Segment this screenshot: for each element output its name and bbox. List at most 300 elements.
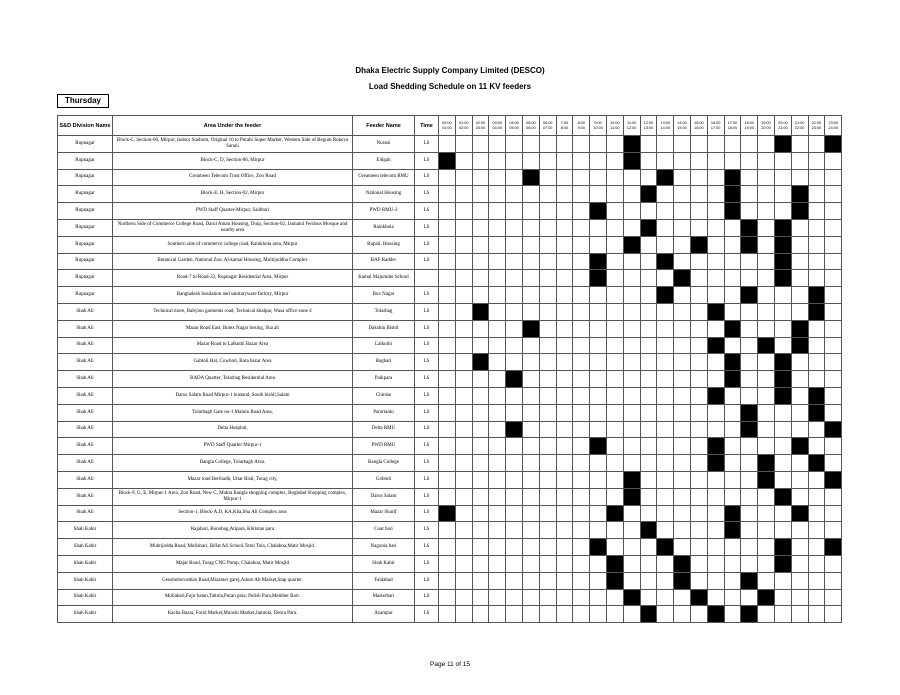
shed-slot-off [741,387,758,404]
division-cell: Shah Ali [58,320,113,337]
shed-slot-off [657,236,674,253]
shed-slot-on [707,337,724,354]
shed-slot-off [674,387,691,404]
shed-slot-off [506,438,523,455]
shed-slot-off [455,371,472,388]
shed-slot-on [724,354,741,371]
shed-slot-off [506,572,523,589]
shed-slot-off [606,337,623,354]
shed-slot-on [724,320,741,337]
shed-slot-off [489,539,506,556]
shed-slot-off [439,371,456,388]
shed-slot-off [590,404,607,421]
shed-slot-off [455,555,472,572]
area-cell: Block-C, D, Section-06, Mirpur [113,152,353,169]
shed-slot-off [657,505,674,522]
shed-slot-off [506,236,523,253]
shed-slot-off [690,488,707,505]
shed-slot-off [539,455,556,472]
shed-slot-off [657,136,674,153]
division-cell: Rupnagar [58,152,113,169]
shed-slot-off [539,303,556,320]
shed-slot-off [825,606,842,623]
shed-slot-off [573,505,590,522]
shed-slot-off [707,219,724,236]
shed-slot-off [640,421,657,438]
shed-slot-off [640,169,657,186]
shed-slot-off [741,303,758,320]
shed-slot-off [674,287,691,304]
shed-slot-off [522,387,539,404]
shed-slot-off [489,354,506,371]
shed-slot-off [606,404,623,421]
shed-slot-off [506,136,523,153]
shed-slot-off [455,539,472,556]
feeder-cell: Coat bari [353,522,415,539]
shed-slot-off [556,186,573,203]
feeder-cell: Gobtoli [353,471,415,488]
shed-slot-on [674,572,691,589]
shed-slot-off [690,203,707,220]
table-row [58,606,842,623]
shed-slot-off [439,539,456,556]
shed-slot-off [506,505,523,522]
shed-slot-off [690,136,707,153]
shed-slot-off [556,219,573,236]
ls-cell: LS [415,421,439,438]
shed-slot-off [573,589,590,606]
table-row [58,270,842,287]
shed-slot-off [724,555,741,572]
shed-slot-off [455,337,472,354]
shed-slot-off [707,136,724,153]
shed-slot-off [522,152,539,169]
shed-slot-off [825,303,842,320]
shed-slot-on [808,455,825,472]
shed-slot-off [640,287,657,304]
shed-slot-off [472,270,489,287]
shed-slot-off [674,589,691,606]
shed-slot-off [758,203,775,220]
shed-slot-off [489,236,506,253]
shed-slot-off [657,555,674,572]
shed-slot-off [590,387,607,404]
shed-slot-off [590,354,607,371]
shed-slot-off [724,236,741,253]
shed-slot-off [539,606,556,623]
shed-slot-off [506,253,523,270]
shed-slot-off [623,371,640,388]
time-slot-header: 9:00 10:00 [590,116,607,136]
shed-slot-on [590,253,607,270]
feeder-cell: Paikpara [353,371,415,388]
table-row [58,219,842,236]
shed-slot-off [556,337,573,354]
area-cell: Section-1, Block-A,D, KA,Kha,Sha Ali Complex area [113,505,353,522]
shed-slot-off [808,505,825,522]
division-cell: Shah Ali [58,387,113,404]
ls-cell: LS [415,337,439,354]
shed-slot-off [539,186,556,203]
shed-slot-on [724,371,741,388]
shed-slot-off [640,320,657,337]
page-number: Page 11 of 15 [430,661,470,668]
ls-cell: LS [415,236,439,253]
shed-slot-off [741,203,758,220]
shed-slot-off [791,236,808,253]
shed-slot-off [791,387,808,404]
shed-slot-off [674,606,691,623]
division-cell: Rupnagar [58,186,113,203]
shed-slot-off [472,404,489,421]
shed-slot-off [590,471,607,488]
shed-slot-on [623,471,640,488]
ls-cell: LS [415,438,439,455]
shed-slot-off [623,438,640,455]
shed-slot-on [522,169,539,186]
feeder-cell: Box Nagar [353,287,415,304]
shed-slot-off [556,287,573,304]
shed-slot-off [741,136,758,153]
shed-slot-off [472,136,489,153]
shed-slot-off [606,152,623,169]
shed-slot-off [623,337,640,354]
shed-slot-off [674,169,691,186]
shed-slot-on [808,387,825,404]
shed-slot-off [506,455,523,472]
shed-slot-off [657,219,674,236]
shed-slot-off [774,287,791,304]
shed-slot-off [808,589,825,606]
area-cell: Gabtoli Hat, Cowbari, Bara bazar Area [113,354,353,371]
shed-slot-off [791,354,808,371]
shed-slot-off [439,169,456,186]
shed-slot-on [791,337,808,354]
shed-slot-off [791,471,808,488]
shed-slot-off [606,606,623,623]
shed-slot-on [724,186,741,203]
shed-slot-off [674,219,691,236]
shed-slot-off [825,203,842,220]
shed-slot-off [825,236,842,253]
shed-slot-off [522,555,539,572]
shed-slot-off [808,219,825,236]
shed-slot-off [539,320,556,337]
shed-slot-on [825,421,842,438]
shed-slot-off [808,371,825,388]
shed-slot-on [640,219,657,236]
shed-slot-off [808,539,825,556]
shed-slot-off [522,219,539,236]
division-cell: Shah Ali [58,438,113,455]
shed-slot-off [489,471,506,488]
shed-slot-off [674,236,691,253]
division-cell: Shah Ali [58,404,113,421]
area-cell: Mazar road Beribadh, Uttar Bisil, Turag city, [113,471,353,488]
shed-slot-off [606,371,623,388]
division-cell: Rupnagar [58,136,113,153]
shed-slot-off [808,421,825,438]
shed-slot-off [741,589,758,606]
shed-slot-off [707,287,724,304]
shed-slot-off [674,253,691,270]
shed-slot-on [657,539,674,556]
shed-slot-off [825,438,842,455]
shed-slot-off [472,253,489,270]
shed-slot-off [455,455,472,472]
shed-slot-off [590,303,607,320]
shed-slot-off [539,404,556,421]
division-cell: Shah Ali [58,455,113,472]
time-slot-header: 01:00 02:00 [455,116,472,136]
shed-slot-off [707,152,724,169]
shed-slot-off [791,421,808,438]
ls-cell: LS [415,539,439,556]
shed-slot-on [707,438,724,455]
shed-slot-off [606,471,623,488]
shed-slot-on [741,236,758,253]
shed-slot-off [674,186,691,203]
shed-slot-off [791,303,808,320]
time-slot-header: 05:00 06:00 [522,116,539,136]
shed-slot-off [623,219,640,236]
shed-slot-off [690,337,707,354]
shed-slot-off [657,488,674,505]
shed-slot-off [522,471,539,488]
shed-slot-off [657,421,674,438]
ls-cell: LS [415,136,439,153]
feeder-cell: Shah Kabir [353,555,415,572]
shed-slot-off [506,471,523,488]
shed-slot-off [590,421,607,438]
shed-slot-off [472,522,489,539]
shed-slot-off [539,505,556,522]
shed-slot-off [774,152,791,169]
feeder-cell: Bangla College [353,455,415,472]
division-cell: Rupnagar [58,169,113,186]
shed-slot-off [455,136,472,153]
table-row [58,589,842,606]
shed-slot-on [791,320,808,337]
shed-slot-off [623,270,640,287]
shed-slot-off [556,371,573,388]
feeder-cell: Nurani [353,136,415,153]
shed-slot-off [489,455,506,472]
shed-slot-off [539,253,556,270]
shed-slot-off [489,404,506,421]
shed-slot-off [674,203,691,220]
shed-slot-off [758,488,775,505]
time-slot-header: 13:00 14:00 [657,116,674,136]
shed-slot-off [606,169,623,186]
shed-slot-off [556,270,573,287]
shed-slot-off [690,438,707,455]
shed-slot-off [522,572,539,589]
shed-slot-off [606,287,623,304]
shed-slot-off [539,169,556,186]
shed-slot-on [439,152,456,169]
shed-slot-off [573,152,590,169]
shed-slot-off [707,522,724,539]
shed-slot-off [439,404,456,421]
ls-cell: LS [415,354,439,371]
shed-slot-off [640,455,657,472]
shed-slot-off [556,236,573,253]
time-slot-header: 19:00 20:00 [758,116,775,136]
shed-slot-on [774,371,791,388]
shed-slot-off [825,337,842,354]
shed-slot-off [506,152,523,169]
shed-slot-on [506,371,523,388]
shed-slot-off [774,203,791,220]
shed-slot-off [590,455,607,472]
shed-slot-off [439,522,456,539]
shed-slot-off [724,455,741,472]
shed-slot-off [690,606,707,623]
header-division: S&D Division Name [58,116,113,136]
shed-slot-off [472,471,489,488]
time-slot-header: 04:00 05:00 [506,116,523,136]
shed-slot-off [489,488,506,505]
shed-slot-off [741,371,758,388]
shed-slot-off [640,539,657,556]
division-cell: Shah Ali [58,421,113,438]
shed-slot-off [741,169,758,186]
division-cell: Shah Ali [58,303,113,320]
shed-slot-off [489,186,506,203]
shed-slot-off [640,203,657,220]
shed-slot-off [556,438,573,455]
shed-slot-off [707,203,724,220]
ls-cell: LS [415,488,439,505]
shed-slot-off [539,236,556,253]
feeder-cell: Bagbari [353,354,415,371]
shed-slot-off [808,152,825,169]
shed-slot-on [640,522,657,539]
shed-slot-off [774,471,791,488]
shed-slot-off [606,236,623,253]
time-slot-header: 14:00 15:00 [674,116,691,136]
area-cell: Delta Hospital, [113,421,353,438]
shed-slot-on [808,303,825,320]
division-cell: Shah Ali [58,337,113,354]
shed-slot-off [506,186,523,203]
shed-slot-off [825,505,842,522]
shed-slot-off [741,438,758,455]
shed-slot-off [606,253,623,270]
shed-slot-off [741,337,758,354]
shed-slot-off [640,152,657,169]
shed-slot-off [506,320,523,337]
shed-slot-off [825,152,842,169]
shed-slot-off [489,387,506,404]
shed-slot-on [657,287,674,304]
shed-slot-off [690,219,707,236]
area-cell: Mazar Road East, Butex Nagar hosing, Sha ali [113,320,353,337]
shed-slot-off [640,438,657,455]
feeder-cell: Delta RMU [353,421,415,438]
shed-slot-off [590,219,607,236]
shed-slot-on [522,320,539,337]
shed-slot-off [640,303,657,320]
shed-slot-off [590,606,607,623]
shed-slot-off [657,152,674,169]
shed-slot-off [573,539,590,556]
shed-slot-off [573,303,590,320]
feeder-cell: Masterbari [353,589,415,606]
shed-slot-on [825,539,842,556]
shed-slot-off [573,421,590,438]
shed-slot-off [657,589,674,606]
shed-slot-off [606,303,623,320]
shed-slot-off [590,337,607,354]
table-row [58,371,842,388]
shed-slot-off [690,455,707,472]
shed-slot-off [539,136,556,153]
shed-slot-off [791,219,808,236]
ls-cell: LS [415,589,439,606]
shed-slot-off [724,152,741,169]
shed-slot-off [758,253,775,270]
shed-slot-off [774,169,791,186]
shed-slot-off [808,555,825,572]
shed-slot-off [573,438,590,455]
shed-slot-off [489,320,506,337]
shed-slot-off [640,236,657,253]
shed-slot-off [439,455,456,472]
shed-slot-off [472,488,489,505]
shed-slot-off [455,471,472,488]
table-row [58,555,842,572]
shed-slot-off [590,371,607,388]
shed-slot-off [556,169,573,186]
feeder-cell: Nagonia bari [353,539,415,556]
shed-slot-off [657,404,674,421]
shed-slot-off [522,270,539,287]
shed-slot-off [573,572,590,589]
shed-slot-off [472,371,489,388]
shed-slot-on [590,539,607,556]
shed-slot-off [657,186,674,203]
area-cell: BADA Quarter, Tolarbag Residential Area [113,371,353,388]
feeder-cell: Faidabad [353,572,415,589]
shed-slot-off [741,455,758,472]
division-cell: Shah Kabir [58,572,113,589]
shed-slot-off [556,387,573,404]
shed-slot-on [590,270,607,287]
shed-slot-off [724,270,741,287]
shed-slot-off [741,354,758,371]
header-feeder: Feeder Name [353,116,415,136]
time-slot-header: 16:00 17:00 [707,116,724,136]
shed-slot-off [724,539,741,556]
shed-slot-on [674,270,691,287]
ls-cell: LS [415,572,439,589]
shed-slot-on [741,404,758,421]
shed-slot-off [472,337,489,354]
area-cell: Majar Road, Turag CNG Pump, Chalaboa, Matir Mosjid [113,555,353,572]
shed-slot-off [758,505,775,522]
shed-slot-off [758,387,775,404]
shed-slot-on [707,455,724,472]
area-cell: Tolarbagh Gate no-1 Mainin Road Area, [113,404,353,421]
shed-slot-on [724,505,741,522]
shed-slot-off [539,572,556,589]
time-slot-header: 17:00 18:00 [724,116,741,136]
shed-slot-off [808,253,825,270]
shed-slot-off [707,186,724,203]
time-slot-header: 18:00 19:00 [741,116,758,136]
